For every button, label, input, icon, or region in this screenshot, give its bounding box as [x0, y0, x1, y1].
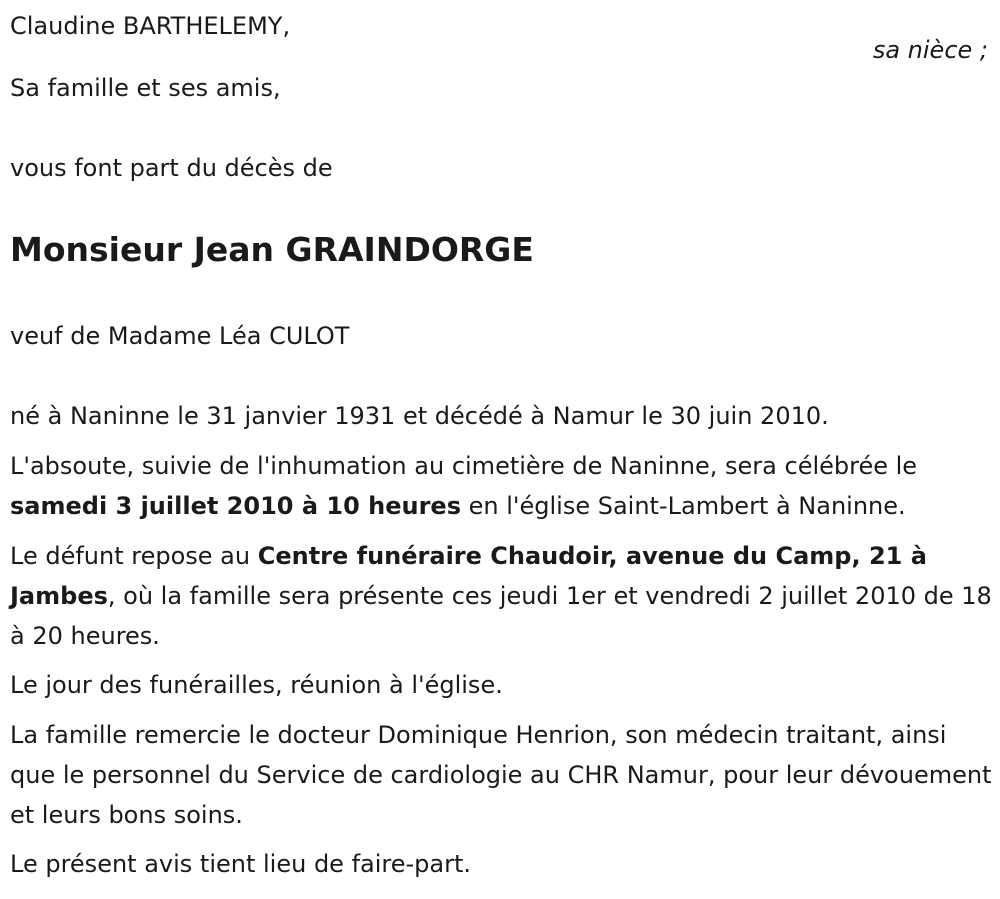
intro-line: vous font part du décès de	[10, 154, 333, 182]
closing-line: Le présent avis tient lieu de faire-part.	[10, 850, 472, 878]
ceremony-paragraph	[10, 446, 995, 526]
thanks-paragraph: La famille remercie le docteur Dominique Henrion, son médecin traitant, ainsi que le personnel du Service de cardiologie au CHR Namur, pour leur dévouement et leurs bons soins.	[10, 721, 992, 829]
meeting-line: Le jour des funérailles, réunion à l'église.	[10, 671, 503, 699]
ceremony-date: samedi 3 juillet 2010 à 10 heures	[10, 492, 461, 520]
rest-text-2: , où la famille sera présente ces jeudi 1er et vendredi 2 juillet 2010 de 18 à 20 heures.	[10, 582, 992, 650]
widow-line: veuf de Madame Léa CULOT	[10, 322, 350, 350]
rest-text-1: Le défunt repose au	[10, 542, 258, 570]
ceremony-text-1: L'absoute, suivie de l'inhumation au cimetière de Naninne, sera célébrée le	[10, 452, 918, 480]
rest-place: Centre funéraire Chaudoir, avenue du Camp, 21 à Jambes	[10, 542, 927, 610]
rest-paragraph	[10, 536, 995, 656]
announcer-relation: sa nièce ;	[872, 36, 988, 64]
deceased-name: Monsieur Jean GRAINDORGE	[10, 230, 534, 269]
announcer-name: Claudine BARTHELEMY,	[10, 12, 291, 40]
family-line: Sa famille et ses amis,	[10, 74, 281, 102]
birth-death-line: né à Naninne le 31 janvier 1931 et décédé à Namur le 30 juin 2010.	[10, 402, 829, 430]
ceremony-text-2: en l'église Saint-Lambert à Naninne.	[460, 492, 906, 520]
